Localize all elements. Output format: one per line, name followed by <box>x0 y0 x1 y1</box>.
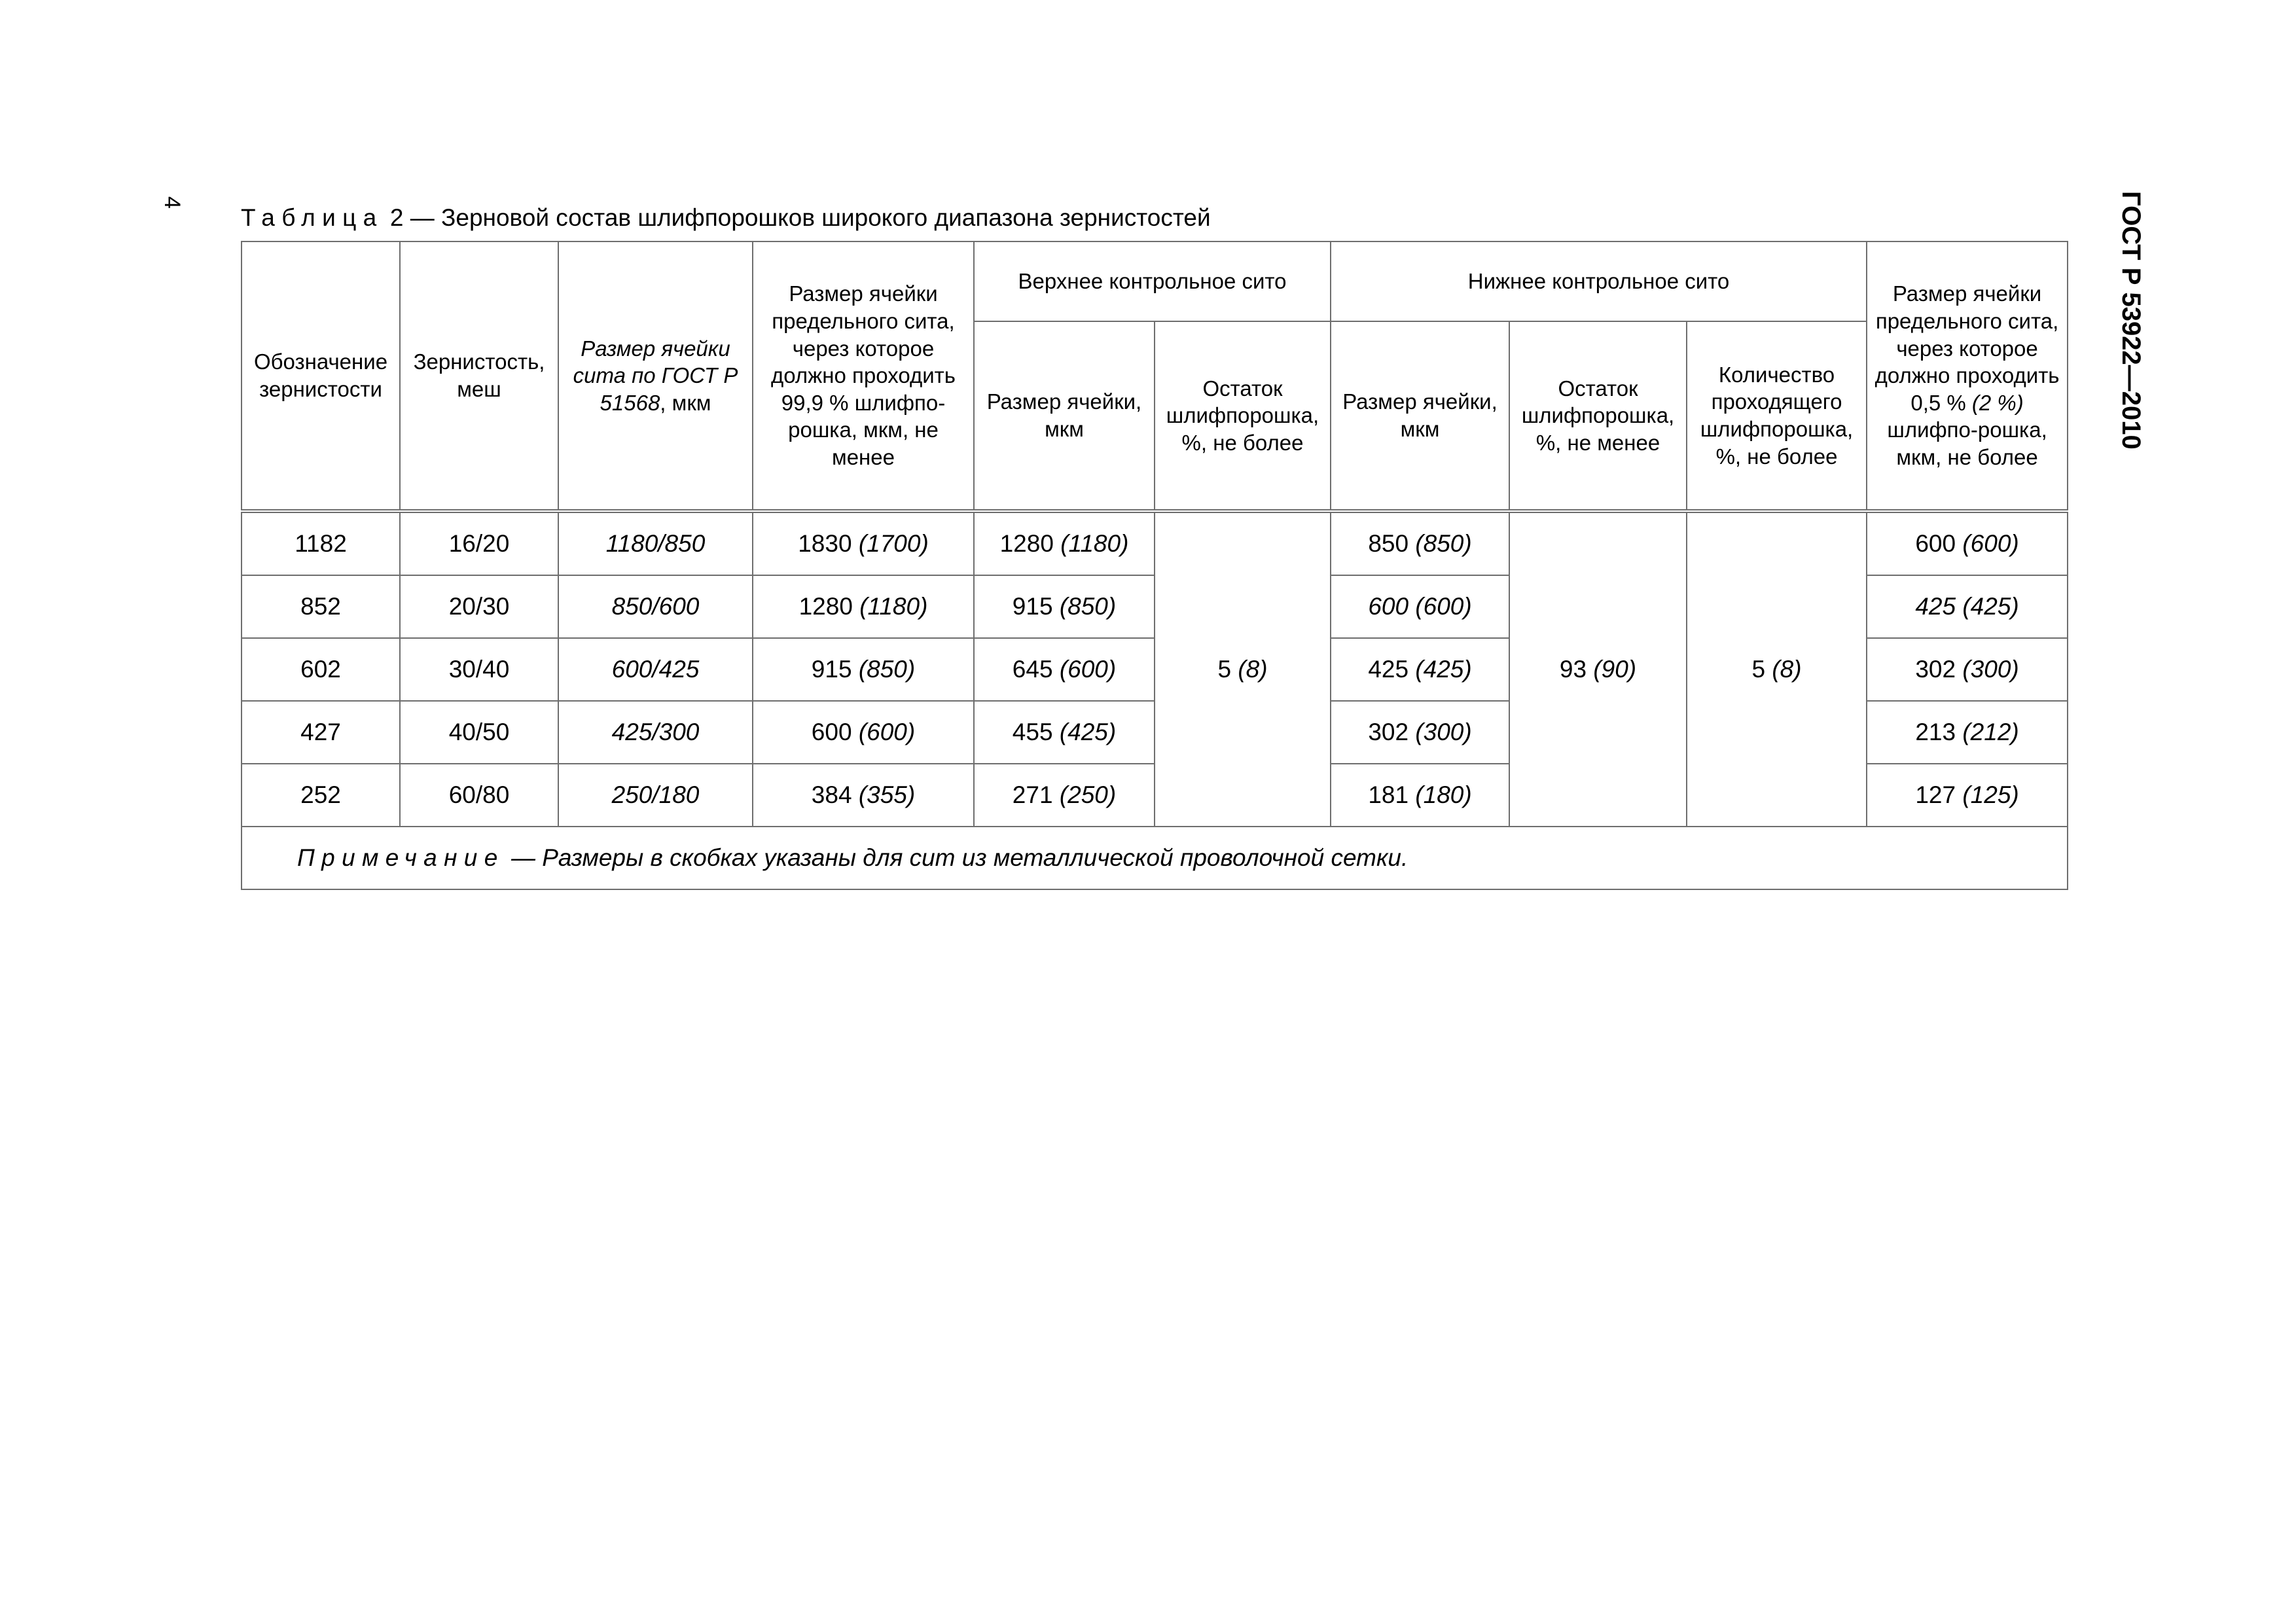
cell-lower-residue-merged <box>1509 511 1687 827</box>
header-lower-mesh: Размер ячейки, мкм <box>1331 321 1509 511</box>
cell-lower-mesh: 600 (600) <box>1331 575 1509 638</box>
cell-limit-999 <box>753 764 974 827</box>
cell-alt-value: (600) <box>1962 529 2019 557</box>
cell-limit-05 <box>1867 638 2068 701</box>
cell-mesh: 16/20 <box>400 511 558 575</box>
table-caption-text: 2 — Зерновой состав шлифпорошков широкого диапазона зернистостей <box>389 204 1211 231</box>
header-limit-05-pre: Размер ячейки предельного сита, через которое должно проходить 0,5 % <box>1874 281 2060 415</box>
cell-limit-999 <box>753 511 974 575</box>
header-group-lower: Нижнее контрольное сито <box>1331 241 1867 321</box>
cell-mesh: 40/50 <box>400 701 558 764</box>
cell-sieve: 600/425 <box>558 638 753 701</box>
table-note <box>242 827 2068 889</box>
header-designation: Обозначение зернистости <box>242 241 400 511</box>
cell-designation: 602 <box>242 638 400 701</box>
cell-alt-value: (180) <box>1415 781 1472 808</box>
cell-alt-value: (1180) <box>1060 529 1129 557</box>
cell-lower-mesh <box>1331 638 1509 701</box>
cell-value: 600 <box>1915 529 1956 557</box>
cell-sieve: 425/300 <box>558 701 753 764</box>
cell-value: 127 <box>1915 781 1956 808</box>
cell-lower-mesh <box>1331 764 1509 827</box>
cell-alt-value: (355) <box>858 781 916 808</box>
cell-alt-value: (300) <box>1415 718 1472 745</box>
cell-alt-value: (1700) <box>858 529 929 557</box>
cell-alt-value: (90) <box>1593 655 1637 683</box>
cell-alt-value: (8) <box>1772 655 1802 683</box>
cell-value: 1280 <box>798 592 853 620</box>
cell-designation: 252 <box>242 764 400 827</box>
cell-upper-residue-merged <box>1155 511 1331 827</box>
header-lower-passing: Количество проходящего шлифпорошка, %, не более <box>1687 321 1867 511</box>
cell-designation: 427 <box>242 701 400 764</box>
table-note-text: — Размеры в скобках указаны для сит из металлической проволочной сетки. <box>511 844 1408 871</box>
cell-value: 384 <box>811 781 852 808</box>
cell-designation: 852 <box>242 575 400 638</box>
cell-value: 425 <box>1368 655 1409 683</box>
header-sieve-size-unit: , мкм <box>660 390 711 415</box>
header-limit-999: Размер ячейки предельного сита, через которое должно проходить 99,9 % шлифпо-рошка, мкм, не менее <box>753 241 974 511</box>
cell-designation: 1182 <box>242 511 400 575</box>
header-limit-05 <box>1867 241 2068 511</box>
cell-value: 1830 <box>798 529 852 557</box>
cell-value: 5 <box>1217 655 1232 683</box>
cell-alt-value: (1180) <box>859 592 928 620</box>
cell-alt-value: (212) <box>1962 718 2019 745</box>
header-upper-residue: Остаток шлифпорошка, %, не более <box>1155 321 1331 511</box>
cell-upper-mesh <box>974 701 1155 764</box>
table-caption <box>241 204 1211 232</box>
grain-composition-table <box>241 241 2068 890</box>
cell-limit-05 <box>1867 764 2068 827</box>
page-number: 4 <box>160 196 185 209</box>
cell-mesh: 60/80 <box>400 764 558 827</box>
cell-value: 181 <box>1368 781 1409 808</box>
cell-value: 302 <box>1915 655 1956 683</box>
header-limit-05-italic: (2 %) <box>1971 390 2024 415</box>
cell-limit-05: 425 (425) <box>1867 575 2068 638</box>
cell-value: 5 <box>1751 655 1766 683</box>
cell-value: 1280 <box>999 529 1054 557</box>
header-sieve-size <box>558 241 753 511</box>
cell-alt-value: (8) <box>1238 655 1268 683</box>
cell-alt-value: (850) <box>858 655 916 683</box>
cell-limit-999 <box>753 638 974 701</box>
cell-value: 850 <box>1368 529 1409 557</box>
cell-sieve: 250/180 <box>558 764 753 827</box>
cell-alt-value: (300) <box>1962 655 2019 683</box>
cell-mesh: 20/30 <box>400 575 558 638</box>
table-note-lead: Примечание <box>297 844 505 871</box>
header-lower-residue: Остаток шлифпорошка, %, не менее <box>1509 321 1687 511</box>
cell-value: 271 <box>1012 781 1053 808</box>
header-group-upper: Верхнее контрольное сито <box>974 241 1331 321</box>
cell-alt-value: (850) <box>1059 592 1117 620</box>
cell-value: 915 <box>1012 592 1053 620</box>
cell-limit-05 <box>1867 701 2068 764</box>
cell-lower-passing-merged <box>1687 511 1867 827</box>
cell-alt-value: (850) <box>1415 529 1472 557</box>
cell-upper-mesh <box>974 764 1155 827</box>
cell-value: 93 <box>1559 655 1587 683</box>
cell-alt-value: (125) <box>1962 781 2019 808</box>
cell-sieve: 1180/850 <box>558 511 753 575</box>
cell-limit-05 <box>1867 511 2068 575</box>
cell-limit-999 <box>753 575 974 638</box>
cell-alt-value: (250) <box>1059 781 1117 808</box>
table-row <box>242 511 2068 575</box>
cell-mesh: 30/40 <box>400 638 558 701</box>
cell-value: 915 <box>811 655 852 683</box>
cell-value: 302 <box>1368 718 1409 745</box>
cell-upper-mesh <box>974 638 1155 701</box>
cell-value: 455 <box>1012 718 1053 745</box>
cell-lower-mesh <box>1331 701 1509 764</box>
cell-value: 213 <box>1915 718 1956 745</box>
cell-alt-value: (425) <box>1415 655 1472 683</box>
header-mesh: Зернистость, меш <box>400 241 558 511</box>
cell-upper-mesh <box>974 511 1155 575</box>
cell-lower-mesh <box>1331 511 1509 575</box>
cell-limit-999 <box>753 701 974 764</box>
table-note-row <box>242 827 2068 889</box>
header-sieve-size-text: Размер ячейки сита по ГОСТ Р 51568 <box>573 336 738 415</box>
cell-upper-mesh <box>974 575 1155 638</box>
cell-alt-value: (600) <box>858 718 916 745</box>
document-code: ГОСТ Р 53922—2010 <box>2117 191 2145 450</box>
table-caption-prefix: Таблица <box>241 204 384 231</box>
cell-value: 645 <box>1012 655 1053 683</box>
cell-alt-value: (600) <box>1059 655 1117 683</box>
cell-value: 600 <box>811 718 852 745</box>
header-upper-mesh: Размер ячейки, мкм <box>974 321 1155 511</box>
cell-alt-value: (425) <box>1059 718 1117 745</box>
cell-sieve: 850/600 <box>558 575 753 638</box>
header-limit-05-post: шлифпо-рошка, мкм, не более <box>1887 418 2047 469</box>
